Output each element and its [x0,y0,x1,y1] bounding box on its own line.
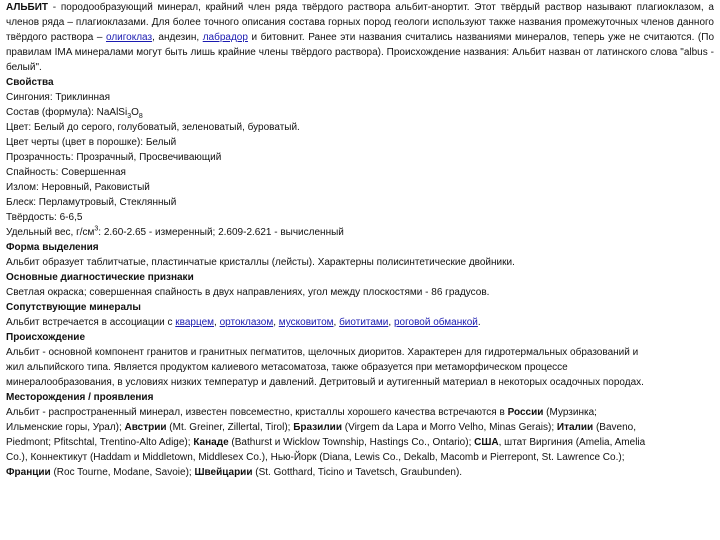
country-italy: Италии [556,422,594,433]
properties-heading: Свойства [6,77,54,88]
formula-subscript-1: 3 [127,113,132,120]
link-oligoclase[interactable]: олигоклаз [105,32,153,43]
associated-prefix: Альбит встречается в ассоциации с [6,317,176,328]
intro-text-3: и битовнит. Ранее эти названия считались названиями минералов, теперь уже не считаются. (По правилам IMA минералами могут быть лишь крайние члены твёрдого раствора). Происхождение названия: Альбит назван от латинского слова "albus - белый". [6,32,715,73]
link-labradorite[interactable]: лабрадор [202,32,248,43]
associated-separator: , [333,317,340,328]
intro-text-2: , андезин, [152,32,203,43]
associated-separator: , [273,317,279,328]
link-quartz[interactable]: кварцем [175,317,215,328]
italy-detail-2: Piedmont; Pfitschtal, Trentino-Alto Adige); [6,437,194,448]
canada-detail: (Bathurst и Wicklow Township, Hastings Co., Ontario); [228,437,475,448]
deposits-heading: Месторождения / проявления [6,392,154,403]
country-france: Франции [6,467,51,478]
origin-line: жил альпийского типа. Является продуктом калиевого метасоматоза, также образуется при метаморфическом процессе [6,362,568,373]
formula-mid: O [131,107,139,118]
deposits-line-3 [6,435,714,450]
density-prefix: Удельный вес, г/см [6,227,95,238]
diagnostics-heading: Основные диагностические признаки [6,272,194,283]
density-line [6,225,714,240]
deposits-line-2 [6,420,714,435]
density-superscript: 3 [94,225,99,233]
link-hornblende[interactable]: роговой обманкой [393,317,478,328]
formula-subscript-2: 8 [138,113,143,120]
associated-heading: Сопутствующие минералы [6,302,141,313]
streak-line: Цвет черты (цвет в порошке): Белый [6,137,177,148]
diagnostics-text: Светлая окраска; совершенная спайность в двух направлениях, угол между плоскостями - 86 градусов. [6,287,490,298]
origin-line: Альбит - основной компонент гранитов и гранитных пегматитов, щелочных диоритов. Характерен для гидротермальных образований и [6,347,639,358]
syngony-line: Сингония: Триклинная [6,92,111,103]
link-orthoclase[interactable]: ортоклазом [219,317,274,328]
associated-text [6,315,714,330]
document [6,0,714,480]
brazil-detail: (Virgem da Lapa и Morro Velho, Minas Gerais); [341,422,557,433]
country-usa: США [474,437,499,448]
country-switzerland: Швейцарии [194,467,253,478]
austria-detail: (Mt. Greiner, Zillertal, Tirol); [166,422,294,433]
link-biotite[interactable]: биотитами [339,317,389,328]
country-russia: России [507,407,544,418]
deposits-line-4: Co.), Коннектикут (Haddam и Middletown, Middlesex Co.), Нью-Йорк (Diana, Lewis Co., Dekalb, Macomb и Pierrepont, St. Lawrence Co.); [6,452,625,463]
associated-separator: , [388,317,394,328]
cleavage-line: Спайность: Совершенная [6,167,126,178]
transparency-line: Прозрачность: Прозрачный, Просвечивающий [6,152,222,163]
fracture-line: Излом: Неровный, Раковистый [6,182,150,193]
switzerland-detail: (St. Gotthard, Ticino и Tavetsch, Graubunden). [252,467,463,478]
deposits-intro: Альбит - распространенный минерал, известен повсеместно, кристаллы хорошего качества встречаются в [6,407,508,418]
country-canada: Канаде [193,437,229,448]
country-austria: Австрии [124,422,167,433]
intro-term: АЛЬБИТ [6,2,49,13]
country-brazil: Бразилии [293,422,342,433]
formula-prefix: Состав (формула): NaAlSi [6,107,128,118]
formula-line [6,105,714,120]
russia-detail: (Мурзинка; [543,407,597,418]
italy-detail: (Baveno, [593,422,637,433]
russia-detail-2: Ильменские горы, Урал); [6,422,125,433]
associated-suffix: . [477,317,481,328]
hardness-line: Твёрдость: 6-6,5 [6,212,83,223]
habit-text: Альбит образует таблитчатые, пластинчатые кристаллы (лейсты). Характерны полисинтетические двойники. [6,257,515,268]
intro-paragraph [6,0,714,75]
associated-separator: , [214,317,220,328]
origin-heading: Происхождение [6,332,86,343]
density-values: : 2.60-2.65 - измеренный; 2.609-2.621 - вычисленный [98,227,344,238]
deposits-line-1 [6,405,714,420]
color-line: Цвет: Белый до серого, голубоватый, зеленоватый, буроватый. [6,122,300,133]
luster-line: Блеск: Перламутровый, Стеклянный [6,197,177,208]
france-detail: (Roc Tourne, Modane, Savoie); [50,467,195,478]
origin-line: минералообразования, в условиях низких температур и давлений. Детритовый и аутигенный материал в некоторых осадочных породах. [6,377,644,388]
intro-text-1: - породообразующий минерал, крайний член ряда твёрдого раствора альбит-анортит. Этот твёрдый раствор называют плагиоклазом, а членов ряда – плагиоклазами. Для более точного описания состава горных пород геологи используют также названия промежуточных членов данного твёрдого раствора – [6,2,714,43]
usa-detail: , штат Виргиния (Amelia, Amelia [498,437,646,448]
habit-heading: Форма выделения [6,242,99,253]
link-muscovite[interactable]: мусковитом [278,317,334,328]
deposits-line-5 [6,465,714,480]
